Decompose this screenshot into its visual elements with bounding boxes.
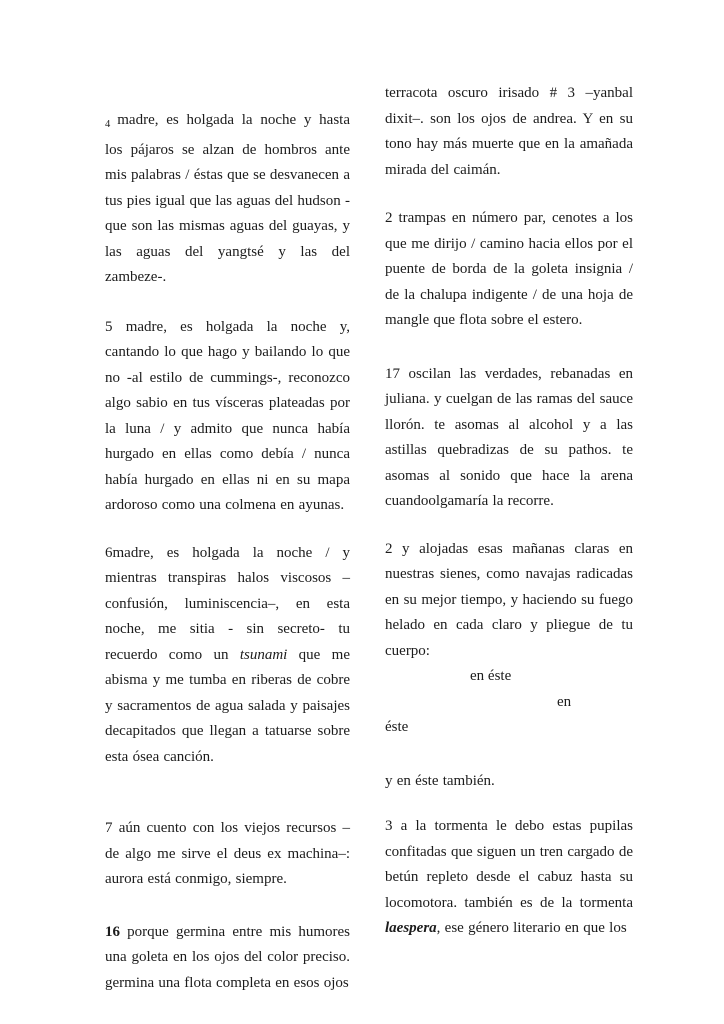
verse-3-tormenta-text-a: 3 a la tormenta le debo estas pupilas confitadas que siguen un tren cargado de betún repleto desde el cabuz hasta su locomotora. también es de la tormenta xyxy=(385,818,633,911)
verse-continuation-paragraph xyxy=(385,81,633,183)
verse-7-paragraph xyxy=(105,816,350,893)
verse-2-trampas-text: 2 trampas en número par, cenotes a los que me dirijo / camino hacia ellos por el puente de borda de la goleta insignia / de la chalupa indigente / de una hoja de mangle que flota sobre el estero. xyxy=(385,210,633,328)
verse-continuation-text: terracota oscuro irisado # 3 –yanbal dixit–. son los ojos de andrea. Y en su tono hay más muerte que en la amañada mirada del caimán. xyxy=(385,85,633,178)
verse-6-text-a: 6madre, es holgada la noche / y mientras transpiras halos viscosos – confusión, luminiscencia–, en esta noche, me sitia - sin secreto- tu recuerdo como un xyxy=(105,544,350,663)
verse-6-italic-tsunami: tsunami xyxy=(239,646,288,663)
verse-3-bold-italic-laespera: laespera xyxy=(385,920,437,936)
verse-number-4: 4 xyxy=(105,119,111,130)
verse-4-paragraph xyxy=(105,108,350,291)
verse-3-tormenta-text-b: , ese género literario en que los xyxy=(436,920,627,936)
verse-17-text: 17 oscilan las verdades, rebanadas en juliana. y cuelgan de las ramas del sauce llorón. te asomas al alcohol y a las astillas quebradizas de su pathos. te asomas al sonido que hace la arena cuandoolgamaría la recorre. xyxy=(385,365,633,509)
verse-16-paragraph xyxy=(105,920,350,997)
verse-2-alojadas-paragraph xyxy=(385,537,633,665)
verse-5-paragraph xyxy=(105,315,350,519)
verse-6-text-b: que me abisma y me tumba en riberas de cobre y sacramentos de agua salada y paisajes decapitados que llegan a tatuarse sobre esta ósea canción. xyxy=(105,646,350,765)
staggered-line-este: éste xyxy=(385,719,409,735)
verse-7-text: 7 aún cuento con los viejos recursos –de algo me sirve el deus ex machina–: aurora está conmigo, siempre. xyxy=(105,820,350,887)
verse-3-tormenta-paragraph xyxy=(385,814,633,942)
verse-6-paragraph xyxy=(105,541,350,771)
left-column xyxy=(105,108,350,996)
verse-17-paragraph xyxy=(385,362,633,515)
right-column xyxy=(385,81,633,942)
verse-y-en-este-tambien-paragraph xyxy=(385,769,633,795)
verse-number-16: 16 xyxy=(105,923,120,940)
verse-y-en-este-tambien-text: y en éste también. xyxy=(385,772,495,789)
verse-2-trampas-paragraph xyxy=(385,206,633,334)
staggered-line-en-este: en éste xyxy=(470,668,512,684)
staggered-line-en: en xyxy=(557,693,572,710)
verse-5-text: 5 madre, es holgada la noche y, cantando lo que hago y bailando lo que no -al estilo de cummings-, reconozco algo sabio en tus vísceras plateadas por la luna / y admito que nunca había hurgado en ellas como debía / nunca había hurgado en ellas ni en su mapa ardoroso como una colmena en ayunas. xyxy=(105,318,350,513)
verse-16-text: porque germina entre mis humores una goleta en los ojos del color preciso. germina una flota completa en esos ojos xyxy=(105,923,350,991)
verse-4-text: madre, es holgada la noche y hasta los pájaros se alzan de hombros ante mis palabras / éstas que se desvanecen a tus pies igual que las aguas del hudson -que son las mismas aguas del guayas, y las aguas del yangtsé y las del zambeze-. xyxy=(105,112,350,285)
verse-2-alojadas-text: 2 y alojadas esas mañanas claras en nuestras sienes, como navajas radicadas en su mejor tiempo, y haciendo su fuego helado en cada claro y pliegue de tu cuerpo: xyxy=(385,540,633,659)
